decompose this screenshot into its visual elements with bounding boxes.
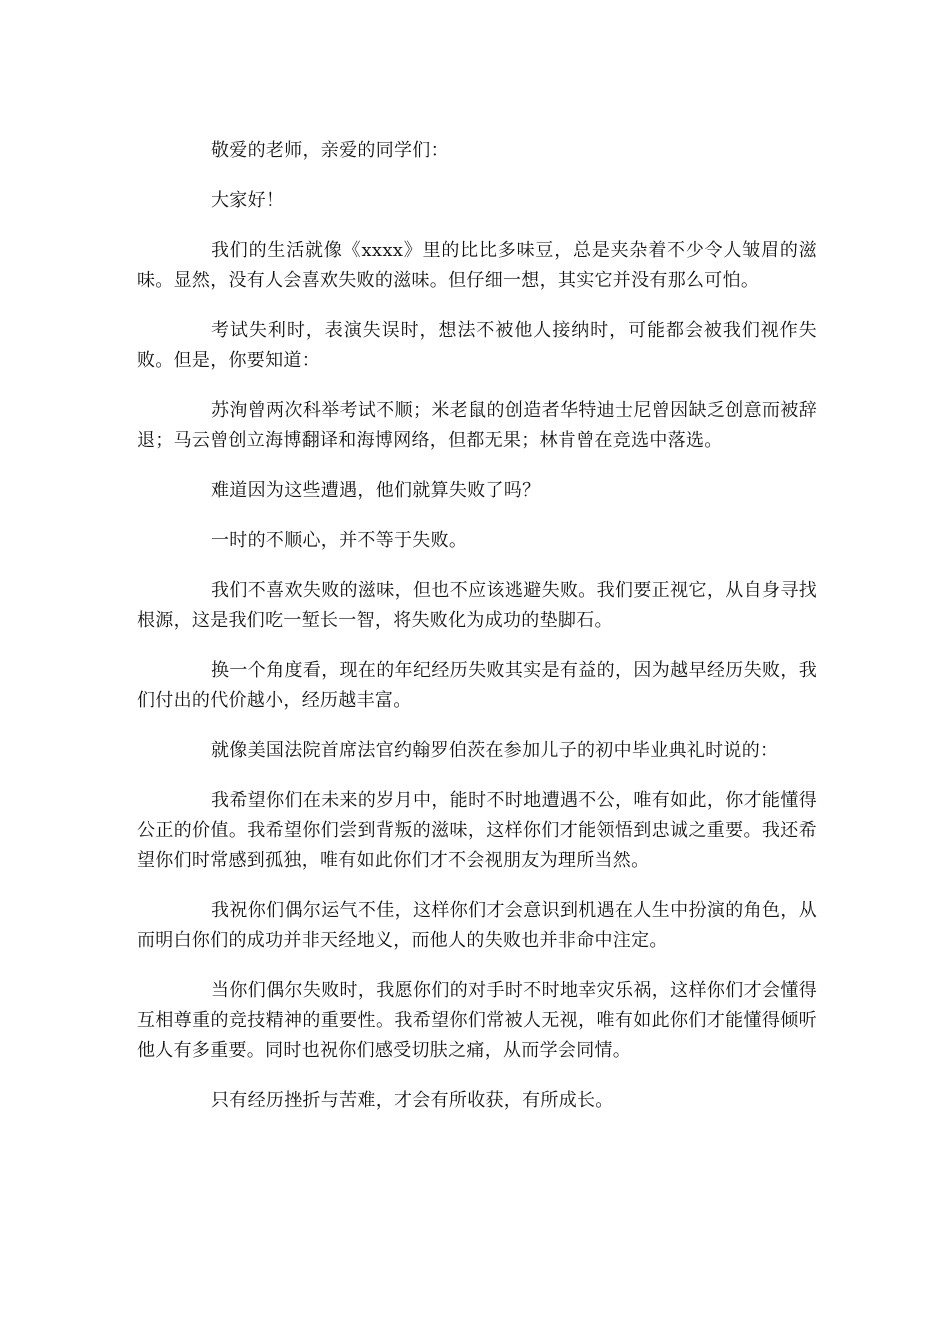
paragraph: 难道因为这些遭遇，他们就算失败了吗？ <box>211 480 541 501</box>
document-body <box>137 136 817 1136</box>
paragraph: 苏洵曾两次科举考试不顺；米老鼠的创造者华特迪士尼曾因缺乏创意而被辞退；马云曾创立海博翻译和海博网络，但都无果；林肯曾在竞选中落选。 <box>137 400 817 451</box>
quote-paragraph: 当你们偶尔失败时，我愿你们的对手时不时地幸灾乐祸，这样你们才会懂得互相尊重的竞技精神的重要性。我希望你们常被人无视，唯有如此你们才能懂得倾听他人有多重要。同时也祝你们感受切肤之痛，从而学会同情。 <box>137 980 817 1061</box>
paragraph: 换一个角度看，现在的年纪经历失败其实是有益的，因为越早经历失败，我们付出的代价越小，经历越丰富。 <box>137 660 817 711</box>
paragraph: 就像美国法院首席法官约翰罗伯茨在参加儿子的初中毕业典礼时说的： <box>211 740 779 761</box>
paragraph: 只有经历挫折与苦难，才会有所收获，有所成长。 <box>211 1090 614 1111</box>
salutation: 敬爱的老师，亲爱的同学们： <box>211 140 449 161</box>
quote-paragraph: 我希望你们在未来的岁月中，能时不时地遭遇不公，唯有如此，你才能懂得公正的价值。我希望你们尝到背叛的滋味，这样你们才能领悟到忠诚之重要。我还希望你们时常感到孤独，唯有如此你们才不会视朋友为理所当然。 <box>137 790 817 871</box>
paragraph: 我们不喜欢失败的滋味，但也不应该逃避失败。我们要正视它，从自身寻找根源，这是我们吃一堑长一智，将失败化为成功的垫脚石。 <box>137 580 817 631</box>
greeting: 大家好！ <box>211 190 285 211</box>
paragraph: 我们的生活就像《xxxx》里的比比多味豆，总是夹杂着不少令人皱眉的滋味。显然，没有人会喜欢失败的滋味。但仔细一想，其实它并没有那么可怕。 <box>137 240 817 291</box>
quote-paragraph: 我祝你们偶尔运气不佳，这样你们才会意识到机遇在人生中扮演的角色，从而明白你们的成功并非天经地义，而他人的失败也并非命中注定。 <box>137 900 817 951</box>
paragraph: 考试失利时，表演失误时，想法不被他人接纳时，可能都会被我们视作失败。但是，你要知道： <box>137 320 817 371</box>
paragraph: 一时的不顺心，并不等于失败。 <box>211 530 468 551</box>
